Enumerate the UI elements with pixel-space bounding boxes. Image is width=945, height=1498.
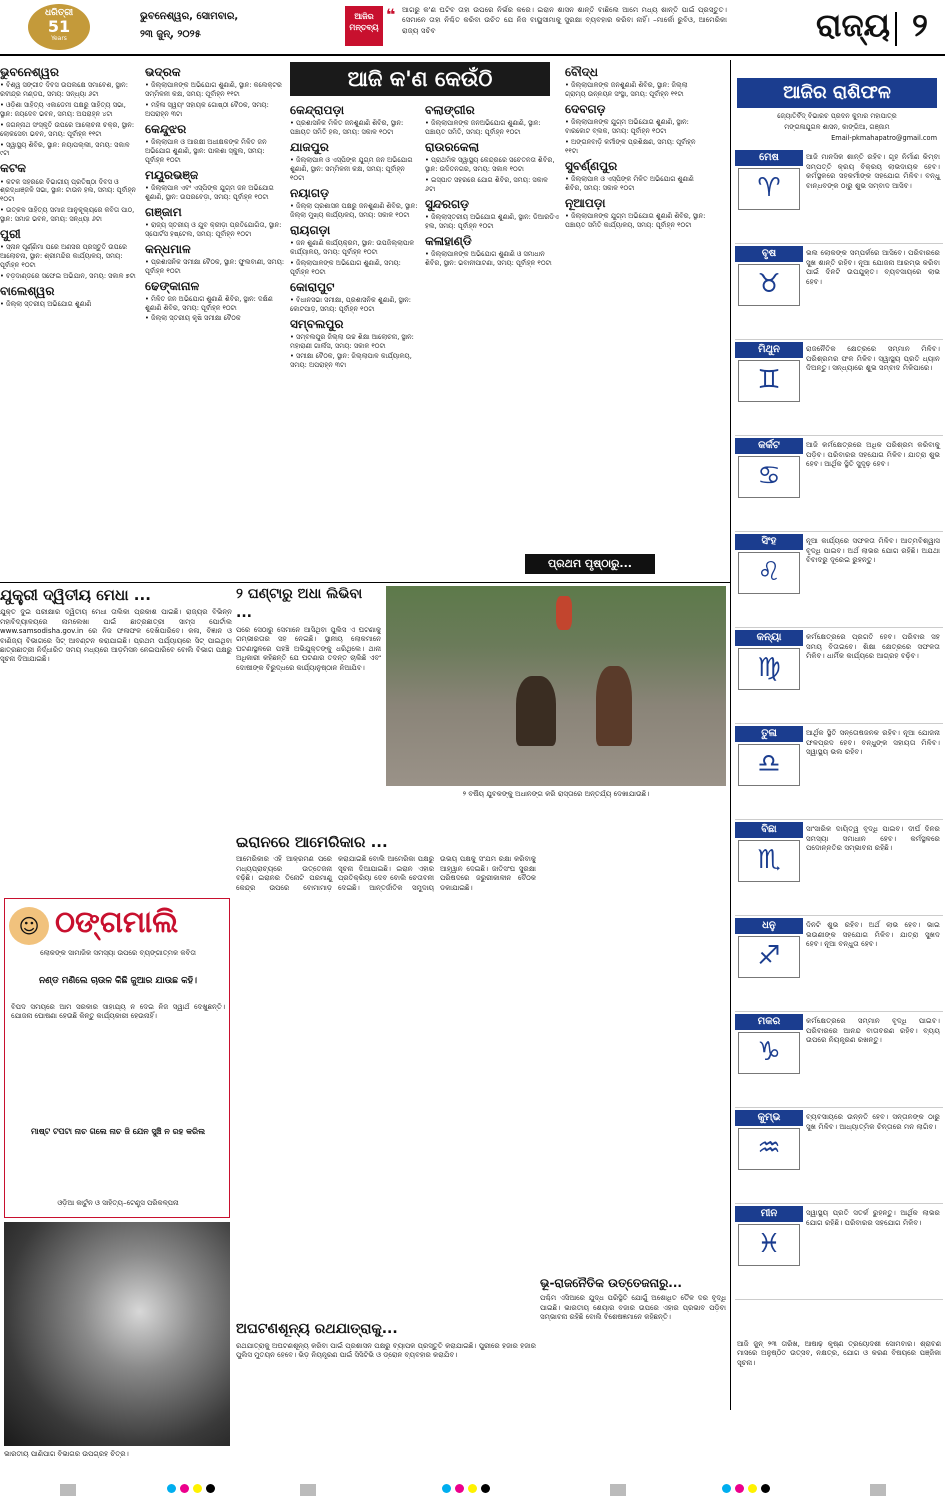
zodiac-icon: ♍	[738, 648, 800, 690]
district-heading: ଦେବଗଡ଼	[565, 101, 606, 116]
district-heading: ଗଞ୍ଜାମ	[145, 204, 182, 219]
events-column-4	[425, 100, 560, 540]
photo-figure-2	[596, 666, 632, 746]
rashi-entry	[735, 1012, 943, 1108]
rashi-prediction: ନୂଆ କାର୍ଯ୍ୟରେ ସଫଳତା ମିଳିବ। ଆତ୍ମବିଶ୍ୱାସ ବୃଦ୍ଧି ପାଇବ। ଅର୍ଥ ଲାଭର ଯୋଗ ରହିଛି। ଅଯଥା ବିବାଦରୁ ଦୂରେଇ ରୁହନ୍ତୁ।	[806, 536, 940, 565]
rashi-name: ମିଥୁନ	[735, 342, 803, 358]
event-item: • ଜିଲ୍ଲାପାଳଙ୍କ ଅଭିଯୋଗ ଶୁଣାଣି, ସମୟ: ପୂର୍ବାହ୍ନ ୧୦ଟା	[290, 258, 401, 276]
events-column-5	[565, 62, 710, 577]
zodiac-icon: ♐	[738, 936, 800, 978]
color-reg-marks-2	[440, 1484, 500, 1496]
rashi-name: ମୀନ	[735, 1206, 803, 1222]
masthead	[0, 0, 945, 56]
cartoon-body: ବିପଦ ସମୟରେ ଆମ ସରକାର ସାହାଯ୍ୟ ନ ଦେଇ ନିଜ ସ୍ୱାର୍ଥ ଦେଖୁଛନ୍ତି। ଯୋଜନା ଘୋଷଣା ହେଉଛି କିନ୍ତୁ କାର୍ଯ୍ୟକାରୀ ହେଉନାହିଁ।	[11, 1003, 225, 1021]
quote-badge	[345, 6, 383, 46]
aji-ken-section	[0, 60, 730, 580]
anniversary-sub: Years	[51, 35, 67, 43]
district-heading: ରାୟଗଡ଼ା	[290, 222, 331, 237]
rashi-entry	[735, 244, 943, 340]
story-plus-two-title: ଯୁକ୍ତ୍ରୀ ଦ୍ୱିତୀୟ ମେଧା ...	[0, 586, 151, 604]
event-item: • ସମୀକ୍ଷା ବୈଠକ, ସ୍ଥାନ: ଜିଲ୍ଲାପାଳ କାର୍ଯ୍ୟାଳୟ, ସମୟ: ଅପରାହ୍ନ ୩ଟା	[290, 352, 412, 370]
event-item: • ଜିଲ୍ଲାପାଳଙ୍କ ଜନଶୁଣାଣି ଶିବିର, ସ୍ଥାନ: ଜିଲ୍ଲା ଗ୍ରାମ୍ୟ ଉନ୍ନୟନ ସଂସ୍ଥା, ସମୟ: ପୂର୍ବାହ୍ନ ୧୧ଟା	[565, 81, 688, 99]
rashi-name: ବିଛା	[735, 822, 803, 838]
quote-mark-icon: ❝	[386, 5, 396, 18]
event-item: • ପ୍ରଶାସନିକ ସମୀକ୍ଷା ବୈଠକ, ସ୍ଥାନ: ଫୁଲବାଣୀ, ସମୟ: ପୂର୍ବାହ୍ନ ୧୦ଟା	[145, 257, 285, 275]
district-heading: କେନ୍ଦ୍ରାପଡ଼ା	[290, 103, 345, 117]
print-marks	[0, 1482, 945, 1498]
rashi-prediction: ଆଜି କର୍ମକ୍ଷେତ୍ରରେ ଅଧିକ ପରିଶ୍ରମ କରିବାକୁ ପଡ଼ିବ। ପରିବାରର ସହଯୋଗ ମିଳିବ। ଯାତ୍ରା ଶୁଭ ହେବ। ଆର୍ଥିକ ସ୍ଥିତି ସୁଦୃଢ଼ ହେବ।	[806, 440, 940, 469]
rashi-prediction: ଦିନଟି ଶୁଭ ରହିବ। ଅର୍ଥ ଲାଭ ହେବ। ଭାଇ ଭଉଣୀଙ୍କ ସହଯୋଗ ମିଳିବ। ଯାତ୍ରା ସୁଖଦ ହେବ। ନୂଆ ବନ୍ଧୁତା ହେବ।	[806, 920, 940, 949]
rashi-name: କନ୍ୟା	[735, 630, 803, 646]
dateline-place: ଭୁବନେଶ୍ୱର, ସୋମବାର,	[140, 11, 239, 22]
panjika-text: ଆଜି ଜୁନ୍ ୨୩ ତାରିଖ, ଆଷାଢ଼ କୃଷ୍ଣ ତ୍ରୟୋଦଶୀ ସୋମବାର। ଶ୍ରାବଣ ମାସରେ ଅନୁଷ୍ଠିତ ଉତ୍ସବ, ନକ୍ଷତ୍ର, ଯୋଗ ଓ କରଣ ବିଷୟରେ ପଞ୍ଜିକା ସୂଚନା।	[737, 1340, 941, 1367]
district-heading: ଢେଙ୍କାନାଳ	[145, 278, 200, 293]
rashi-prediction: ସାଂସାରିକ ଦାୟିତ୍ୱ ବୃଦ୍ଧି ପାଇବ। ଦୀର୍ଘ ଦିନର ସମସ୍ୟା ସମାଧାନ ହେବ। କର୍ମସ୍ଥଳରେ ପଦୋନ୍ନତିର ସମ୍ଭାବନା ରହିଛି।	[806, 824, 940, 853]
news-photo	[386, 586, 726, 786]
district-heading: କେନ୍ଦୁଝର	[145, 121, 187, 136]
zodiac-icon: ♉	[738, 264, 800, 306]
story-iran-body: ଆମେରିକାର ଏହି ଆକ୍ରମଣ ପରେ ମଧ୍ୟପ୍ରାଚ୍ୟରେ ଉତ୍ତେଜନା ବଢ଼ିଛି। ଇରାନର ତିନୋଟି ପରମାଣୁ କେନ୍ଦ୍ର ଉପରେ ବୋମାମାଡ଼ କରାଯାଇଛି ବୋଲି ଆମେରିକା ପକ୍ଷରୁ ସୂଚନା ଦିଆଯାଇଛି। ଇରାନ ଏହାର ପ୍ରତିକ୍ରିୟା ଦେବ ବୋଲି ଚେତାବନୀ ଦେଇଛି। ଆନ୍ତର୍ଜାତିକ ସମୁଦାୟ ଉଭୟ ପକ୍ଷକୁ ସଂଯମ ରକ୍ଷା କରିବାକୁ ଆହ୍ୱାନ ଦେଇଛି। ଜାତିସଂଘ ସୁରକ୍ଷା ପରିଷଦରେ ଜରୁରୀକାଳୀନ ବୈଠକ ଡକାଯାଇଛି।	[236, 855, 536, 892]
grey-mark-4	[870, 1484, 886, 1496]
rashi-entry	[735, 532, 943, 628]
rashi-name: ମେଷ	[735, 150, 803, 166]
district-heading: କନ୍ଧମାଳ	[145, 241, 191, 256]
rashi-name: କର୍କଟ	[735, 438, 803, 454]
district-heading: ବଲାଙ୍ଗୀର	[425, 103, 475, 117]
dateline	[140, 10, 280, 50]
event-item: • ଜିଲ୍ଲାପାଳଙ୍କ ଯୁଗ୍ମ ଅଭିଯୋଗ ଶୁଣାଣି ଶିବିର, ସ୍ଥାନ: ପଞ୍ଚାୟତ ସମିତି କାର୍ଯ୍ୟାଳୟ, ସମୟ: ପୂର୍ବାହ୍ନ ୧୦ଟା	[565, 211, 706, 229]
cartoon-title: ଠଙ୍ଗମାଲି	[55, 905, 179, 940]
zodiac-icon: ♑	[738, 1032, 800, 1074]
story-plus-two	[0, 585, 232, 895]
event-item: • ଜିଲ୍ଲାପାଳ ଓ ଆରକ୍ଷୀ ଅଧୀକ୍ଷକଙ୍କ ମିଳିତ ଜନ ଅଭିଯୋଗ ଶୁଣାଣି, ସ୍ଥାନ: ପାଲଶା ସ୍କୁଲ, ସମୟ: ପୂର୍ବାହ୍ନ ୧୦ଟା	[145, 137, 267, 164]
rashifal-section	[730, 60, 945, 1410]
district-heading: କଟକ	[0, 161, 27, 176]
anniversary-label: ଧରିତ୍ରୀ	[44, 8, 74, 18]
story-geo-title: ଭୂ-ରାଜନୈତିକ ଉତ୍ତେଜନାରୁ...	[540, 1276, 682, 1290]
rashi-prediction: ସ୍ୱାସ୍ଥ୍ୟ ପ୍ରତି ସତର୍କ ରୁହନ୍ତୁ। ଆର୍ଥିକ ଲାଭର ଯୋଗ ରହିଛି। ପରିବାରର ସହଯୋଗ ମିଳିବ।	[806, 1208, 940, 1227]
story-plus-two-body: ଯୁକ୍ତ ଦୁଇ ପରୀକ୍ଷାର ଦ୍ୱିତୀୟ ମେଧା ତାଲିକା ପ୍ରକାଶ ପାଇଛି। ରାଜ୍ୟର ବିଭିନ୍ନ ମହାବିଦ୍ୟାଳୟରେ ନାମଲେଖା ପାଇଁ ଛାତ୍ରଛାତ୍ରୀ ସାମ୍ସ ପୋର୍ଟାଲ www.samsodisha.gov.in ରେ ନିଜ ଫଳାଫଳ ଦେଖିପାରିବେ। କଳା, ବିଜ୍ଞାନ ଓ ବାଣିଜ୍ୟ ବିଭାଗରେ ସିଟ୍ ଆବଣ୍ଟନ କରାଯାଇଛି। ପ୍ରଥମ ପର୍ଯ୍ୟାୟରେ ସିଟ୍ ପାଇଥିବା ଛାତ୍ରଛାତ୍ରୀ ନିର୍ଦ୍ଧାରିତ ସମୟ ମଧ୍ୟରେ ଆଡ଼ମିସନ ନେଇପାରିବେ ବୋଲି ବିଭାଗ ପକ୍ଷରୁ ସୂଚନା ଦିଆଯାଇଛି।	[0, 608, 232, 664]
dateline-date: ୨୩ ଜୁନ୍, ୨୦୨୫	[140, 28, 201, 40]
rashi-name: ସିଂହ	[735, 534, 803, 550]
event-item: • ଅଙ୍ଗନବାଡ଼ି କର୍ମୀଙ୍କ ପ୍ରଶିକ୍ଷଣ, ସମୟ: ପୂର୍ବାହ୍ନ ୧୧ଟା	[565, 137, 696, 155]
event-item: • ବଡ଼ଦାଣ୍ଡରେ ସଫେଇ ଅଭିଯାନ, ସମୟ: ସକାଳ ୭ଟା	[0, 271, 136, 280]
rashi-prediction: କର୍ମକ୍ଷେତ୍ରରେ ପ୍ରଗତି ହେବ। ପରିବାର ସହ ସମୟ ବିତାଇବେ। ଶିକ୍ଷା କ୍ଷେତ୍ରରେ ସଫଳତା ମିଳିବ। ଧାର୍ମିକ କାର୍ଯ୍ୟରେ ଆଗ୍ରହ ବଢ଼ିବ।	[806, 632, 940, 661]
quote-text: ଆଗରୁ କ'ଣ ଘଟିବ ତାହା ଉପରେ ନିର୍ଭର କରେ। ଇରାନ ଶାସନ ଶାନ୍ତି ବାଛିଲେ ଆମେ ମଧ୍ୟ ଶାନ୍ତି ପାଇଁ ପ୍ରସ୍ତୁତ। ସେମାନେ ତାହା ନିଶ୍ଚିତ କରିବା ଉଚିତ ଯେ ନିଜ ବାୟୁସୀମାକୁ ସୁରକ୍ଷା ବ୍ୟବହାର କରିବା ନାହିଁ। –ମାର୍କୋ ରୁବିଓ, ଆମେରିକା ରାଜ୍ୟ ସଚିବ	[402, 5, 727, 35]
event-item: • ଜିଲ୍ଲାପାଳ ଓ ଏସ୍‌ପିଙ୍କ ମିଳିତ ଅଭିଯୋଗ ଶୁଣାଣି ଶିବିର, ସମୟ: ସକାଳ ୧୦ଟା	[565, 174, 694, 192]
story-iran-title: ଇରାନରେ ଆମେରିକାର ...	[236, 833, 388, 851]
event-item: • ଇସ୍ପାତ ସହରରେ ଯୋଗ ଶିବିର, ସମୟ: ସକାଳ ୬ଟା	[425, 175, 548, 193]
cartoon-credit: ଓଡ଼ିଆ କାର୍ଟୁନ ଓ ସାହିତ୍ୟ–ଟେଣ୍ଟ୍ସ ପରିକଳ୍ପନା	[57, 1199, 179, 1207]
event-item: • ସମ୍ବଲପୁର ଜିଲ୍ଲା ଉଚ୍ଚ ଶିକ୍ଷା ଆଲୋଚନା, ସ୍ଥାନ: ମହାରାଣୀ ଗାର୍ଲସ, ସମୟ: ସକାଳ ୧୦ଟା	[290, 332, 414, 350]
zodiac-icon: ♓	[738, 1224, 800, 1266]
event-item: • ପ୍ରଶାସନିକ ମିଳିତ ଜନଶୁଣାଣି ଶିବିର, ସ୍ଥାନ: ପଞ୍ଚାୟତ ସମିତି ହଲ, ସମୟ: ସକାଳ ୧୦ଟା	[290, 119, 404, 137]
photo-caption: ୨ ବର୍ଷିୟ ଯୁବକଙ୍କୁ ଅଧାନଙ୍ଗ କରି ରାସ୍ତାରେ ଅନ୍ତର୍ଯ୍ୟ ଦେଖାଯାଉଛି।	[462, 790, 650, 798]
quote-badge-bottom: ମନ୍ତବ୍ୟ	[349, 22, 379, 32]
rashi-list	[735, 148, 943, 1332]
rashi-entry	[735, 820, 943, 916]
astrologer-email[interactable]: Email-pkmahapatro@gmail.com	[831, 134, 937, 142]
event-item: • ଜିଲ୍ଲା ପ୍ରଶାସନ ପକ୍ଷରୁ ଜନଶୁଣାଣି ଶିବିର, ସ୍ଥାନ: ଜିଲ୍ଲା ମୁଖ୍ୟ କାର୍ଯ୍ୟାଳୟ, ସମୟ: ସକାଳ ୧୦ଟା	[290, 202, 418, 219]
event-item: • କଟକ ସହରରେ ବିଭାଗୀୟ ପ୍ରତିଷ୍ଠା ଦିବସ ଓ ଶ୍ରଦ୍ଧାଞ୍ଜଳି ସଭା, ସ୍ଥାନ: ଟାଉନ ହଲ, ସମୟ: ପୂର୍ବାହ୍ନ ୧୦ଟା	[0, 177, 136, 204]
cartoon-icon: ☺	[9, 907, 49, 945]
event-item: • ଜିଲ୍ଲାପାଳ ଏବଂ ଏସ୍‌ପିଙ୍କ ଯୁଗ୍ମ ଜନ ଅଭିଯୋଗ ଶୁଣାଣି, ସ୍ଥାନ: ଉପରବେଡ଼ା, ସମୟ: ପୂର୍ବାହ୍ନ ୧୦ଟା	[145, 183, 274, 201]
zodiac-icon: ♎	[738, 744, 800, 786]
rashi-prediction: ଭଲ ଲୋକଙ୍କ ସମ୍ପର୍କରେ ଆସିବେ। ପରିବାରରେ ସୁଖ ଶାନ୍ତି ରହିବ। ନୂଆ ଯୋଜନା ଆରମ୍ଭ କରିବା ପାଇଁ ଦିନଟି ଉପଯୁକ୍ତ। ବ୍ୟବସାୟରେ ଲାଭ ହେବ।	[806, 248, 940, 287]
event-item: • ଓଡ଼ିଶା ସାହିତ୍ୟ ଏକାଡେମୀ ପକ୍ଷରୁ ସାହିତ୍ୟ ସଭା, ସ୍ଥାନ: ଜୟଦେବ ଭବନ, ସମୟ: ଅପରାହ୍ନ ୪ଟା	[0, 100, 126, 118]
events-column-3	[290, 100, 420, 577]
event-item: • ଜିଲ୍ଲାପାଳଙ୍କ ଯୁଗ୍ମ ଅଭିଯୋଗ ଶୁଣାଣି, ସ୍ଥାନ: ବାରକୋଟ ବ୍ଲକ, ସମୟ: ପୂର୍ବାହ୍ନ ୧୦ଟା	[565, 118, 689, 136]
aji-ken-title: ଆଜି କ'ଣ କେଉଁଠି	[290, 62, 550, 96]
district-heading: ଯାଜପୁର	[290, 139, 329, 154]
photo-figure-3	[556, 596, 572, 630]
rashi-prediction: ଆଜି ମାନସିକ ଶାନ୍ତି ରହିବ। ଗୃହ ନିର୍ମାଣ କିମ୍ବା ସମ୍ପତ୍ତି କ୍ରୟ ବିକ୍ରୟ ଲାଭଦାୟକ ହେବ। କର୍ମସ୍ଥଳରେ ସହକର୍ମୀଙ୍କ ସହଯୋଗ ମିଳିବ। ବନ୍ଧୁ ବାନ୍ଧବଙ୍କ ଠାରୁ ଶୁଭ ସମ୍ବାଦ ଆସିବ।	[806, 152, 940, 191]
district-heading: ସମ୍ବଲପୁର	[290, 316, 344, 331]
satellite-map	[4, 1222, 230, 1446]
event-item: • ଜିଲ୍ଲାପାଳଙ୍କ ଅଭିଯୋଗ ଶୁଣାଣି, ସ୍ଥାନ: କଲେକ୍ଟର ସମ୍ମିଳନୀ କକ୍ଷ, ସମୟ: ପୂର୍ବାହ୍ନ ୧୧ଟା	[145, 81, 282, 99]
weather-caption: ଭାରତୀୟ ପାଣିପାଗ ବିଭାଗର ଉପଗ୍ରହ ଚିତ୍ର।	[4, 1450, 129, 1458]
rashi-entry	[735, 916, 943, 1012]
event-item: • ମିଳିତ ଜନ ଅଭିଯୋଗ ଶୁଣାଣି ଶିବିର, ସ୍ଥାନ: ଦକ୍ଷିଣ ଶୁଣାଣି ଶିବିର, ସମୟ: ପୂର୍ବାହ୍ନ ୧୦ଟା	[145, 294, 273, 312]
anniversary-number: 51	[47, 17, 71, 37]
rashi-name: ବୃଷ	[735, 246, 803, 262]
rashi-entry	[735, 724, 943, 820]
rashi-name: କୁମ୍ଭ	[735, 1110, 803, 1126]
thangamali-box	[4, 898, 230, 1218]
event-item: • ଜିଲ୍ଲାସ୍ତରୀୟ ଅଭିଯୋଗ ଶୁଣାଣି, ସ୍ଥାନ: ଡିଆରଡିଏ ହଲ, ସମୟ: ପୂର୍ବାହ୍ନ ୧୦ଟା	[425, 212, 559, 230]
district-heading: କଳାହାଣ୍ଡି	[425, 233, 472, 248]
zodiac-icon: ♒	[738, 1128, 800, 1170]
event-item: • ଜିଲ୍ଲାପାଳଙ୍କ ଅଭିଯୋଗ ଶୁଣାଣି ଓ ସମାଧାନ ଶିବିର, ସ୍ଥାନ: ଭବାନୀପାଟଣା, ସମୟ: ପୂର୍ବାହ୍ନ ୧୦ଟା	[425, 249, 552, 267]
astrologer-address: ମଙ୍ଗଳାଯୁଗଳ ଶାସନ, କାଙ୍ଗିଆ, ଗଞ୍ଜାମ	[784, 123, 890, 131]
color-reg-marks-3	[720, 1484, 780, 1496]
rashi-entry	[735, 148, 943, 244]
district-heading: ମୟୂରଭଞ୍ଜ	[145, 167, 199, 182]
district-heading: ନୟାଗଡ଼	[290, 185, 330, 200]
district-heading: ନୂଆପଡ଼ା	[565, 195, 606, 210]
cartoon-sub-headline: ମାଷ୍ଟ ଟପଟା ନାଚ ଗଲେ ନାଚ ଜି ଯେନ ସୁଞ୍ଚି ନ ରହ କରିଲ	[30, 1127, 206, 1136]
grey-mark-1	[60, 1484, 76, 1496]
anniversary-logo	[28, 4, 90, 50]
event-item: • ଜିଲ୍ଲା ସ୍ତରୀୟ କୃଷି ସମୀକ୍ଷା ବୈଠକ	[145, 314, 241, 323]
district-heading: ରାଉରକେଲା	[425, 139, 480, 154]
section-divider	[0, 582, 730, 583]
page-number: ୨	[912, 6, 928, 44]
district-heading: ସୁବର୍ଣ୍ଣପୁର	[565, 158, 618, 173]
quote-badge-top: ଆଜିର	[354, 12, 374, 21]
district-heading: ଭଦ୍ରକ	[145, 65, 181, 79]
continued-tag: ପ୍ରଥମ ପୃଷ୍ଠାରୁ...	[525, 554, 655, 574]
rashi-name: ତୁଳା	[735, 726, 803, 742]
astrologer-name: ଜ୍ୟୋତିର୍ବିଦ୍ ବିଭାରଚ ପ୍ରଦନ କୁମାର ମହାପାତ୍ର	[777, 112, 897, 120]
grey-mark-2	[300, 1484, 316, 1496]
story-geo-body: ପଶ୍ଚିମ ଏସିଆରେ ଯୁଦ୍ଧ ପରିସ୍ଥିତି ଯୋଗୁଁ ଅଶୋଧିତ ତୈଳ ଦର ବୃଦ୍ଧି ପାଇଛି। ଭାରତୀୟ ଶେୟାର ବଜାର ଉପରେ ଏହାର ପ୍ରଭାବ ପଡ଼ିବା ସମ୍ଭାବନା ରହିଛି ବୋଲି ବିଶେଷଜ୍ଞମାନେ କହିଛନ୍ତି।	[540, 1294, 726, 1322]
zodiac-icon: ♋	[738, 456, 800, 498]
event-item: • ସ୍ୱାସ୍ଥ୍ୟ ଶିବିର, ସ୍ଥାନ: ନୟାପଲ୍ଲୀ, ସମୟ: ସକାଳ ୯ଟା	[0, 140, 130, 158]
rashi-entry	[735, 1108, 943, 1204]
rashi-entry	[735, 628, 943, 724]
story-rathayatra-title: ଅଘଟଣଶୂନ୍ୟ ରଥଯାତ୍ରାକୁ...	[236, 1321, 398, 1337]
story-iran	[236, 832, 536, 1392]
district-heading: କୋରାପୁଟ	[290, 279, 335, 294]
story-rathayatra-body: ରଥଯାତ୍ରାକୁ ଅଘଟଣଶୂନ୍ୟ କରିବା ପାଇଁ ପ୍ରଶାସନ ପକ୍ଷରୁ ବ୍ୟାପକ ପ୍ରସ୍ତୁତି କରାଯାଇଛି। ପୁରୀରେ ହଜାର ହଜାର ପୁଲିସ ମୁତୟନ ହେବେ। ଭିଡ଼ ନିୟନ୍ତ୍ରଣ ପାଇଁ ସିସିଟିଭି ଓ ଡ୍ରୋନ ବ୍ୟବହାର କରାଯିବ।	[236, 1341, 536, 1360]
event-item: • ରାଜ୍ୟ ସ୍ତରୀୟ ଓ ଯୁବ କ୍ରୀଡ଼ା ପ୍ରତିଯୋଗିତା, ସ୍ଥାନ: ସ୍ପୋର୍ଟସ ହଷ୍ଟେଲ, ସମୟ: ପୂର୍ବାହ୍ନ ୧୦ଟା	[145, 220, 282, 238]
cartoon-subtitle: ଲୋକଙ୍କ ସାମାଜିକ ସମସ୍ୟା ଉପରେ ବ୍ୟଙ୍ଗାତ୍ମକ କବିତା	[40, 949, 196, 957]
zodiac-icon: ♈	[738, 168, 800, 210]
story-rathayatra	[236, 1320, 536, 1395]
event-item: • ସ୍ନାନ ପୂର୍ଣ୍ଣିମା ପରେ ଅଣସର ପ୍ରସ୍ତୁତି ଉପରେ ଆଲୋଚନା, ସ୍ଥାନ: ଶ୍ରୀମନ୍ଦିର କାର୍ଯ୍ୟାଳୟ, ସମୟ: ପୂର୍ବାହ୍ନ ୧୦ଟା	[0, 243, 128, 269]
rashi-name: ଧନୁ	[735, 918, 803, 934]
district-heading: ଭୁବନେଶ୍ୱର	[0, 65, 59, 79]
section-name: ରାଜ୍ୟ	[816, 6, 890, 44]
event-item: • ଜିଲ୍ଲା ସ୍ତରୀୟ ଅଭିଯୋଗ ଶୁଣାଣି	[0, 299, 92, 308]
story-two-hours-body: ପରେ ସେଠାରୁ ସେମାନେ ଆସିଥିବା ପୁଲିସ ଏ ଘଟଣାକୁ ଗମ୍ଭୀରତାର ସହ ନେଇଛି। ସ୍ଥାନୀୟ ଲୋକମାନେ ଘଟଣାସ୍ଥଳରେ ପହଞ୍ଚି ଅଭିଯୁକ୍ତଙ୍କୁ ଧରିଥିଲେ। ଥାନା ଅଧିକାରୀ କହିଛନ୍ତି ଯେ ଘଟଣାର ତଦନ୍ତ ଚାଲିଛି ଏବଂ ଦୋଷୀଙ୍କ ବିରୁଦ୍ଧରେ କାର୍ଯ୍ୟାନୁଷ୍ଠାନ ନିଆଯିବ।	[236, 625, 381, 672]
event-item: • ଜଗନ୍ନାଥ ସଂସ୍କୃତି ଉପରେ ଆଲୋଚନା ଚକ୍ର, ସ୍ଥାନ: ଲୋକସେବା ଭବନ, ସମୟ: ପୂର୍ବାହ୍ନ ୧୧ଟା	[0, 120, 135, 138]
rashi-prediction: କର୍ମକ୍ଷେତ୍ରରେ ସମ୍ମାନ ବୃଦ୍ଧି ପାଇବ। ପରିବାରରେ ଆନନ୍ଦ ବାତାବରଣ ରହିବ। ବ୍ୟୟ ଉପରେ ନିୟନ୍ତ୍ରଣ ରଖନ୍ତୁ।	[806, 1016, 940, 1045]
district-heading: ପୁରୀ	[0, 226, 21, 241]
event-item: • ଜନ ଶୁଣାଣି କାର୍ଯ୍ୟକ୍ରମ, ସ୍ଥାନ: ଉପଜିଲ୍ଲାପାଳ କାର୍ଯ୍ୟାଳୟ, ସମୟ: ପୂର୍ବାହ୍ନ ୧୦ଟା	[290, 238, 415, 256]
rashi-prediction: ଆର୍ଥିକ ସ୍ଥିତି ସନ୍ତୋଷଜନକ ରହିବ। ନୂଆ ଯୋଜନା ଫଳପ୍ରଦ ହେବ। ବନ୍ଧୁଙ୍କ ସହାୟତା ମିଳିବ। ସ୍ୱାସ୍ଥ୍ୟ ଭଲ ରହିବ।	[806, 728, 940, 757]
header-divider	[895, 12, 897, 46]
color-reg-marks-1	[165, 1484, 225, 1496]
event-item: • ପ୍ରାଥମିକ ସ୍ୱାସ୍ଥ୍ୟ କେନ୍ଦ୍ରରେ ସଚେତନତା ଶିବିର, ସ୍ଥାନ: ଉଦିତନଗର, ସମୟ: ସକାଳ ୧୦ଟା	[425, 156, 555, 174]
rashi-entry	[735, 1204, 943, 1300]
rashi-entry	[735, 340, 943, 436]
rashi-prediction: ରାଜନୈତିକ କ୍ଷେତ୍ରରେ ସମ୍ମାନ ମିଳିବ। ପରିଶ୍ରମର ଫଳ ମିଳିବ। ସ୍ୱାସ୍ଥ୍ୟ ପ୍ରତି ଧ୍ୟାନ ଦିଅନ୍ତୁ। ସନ୍ଧ୍ୟାରେ ଶୁଭ ସମ୍ବାଦ ମିଳିପାରେ।	[806, 344, 940, 373]
event-item: • ଜିଲ୍ଲାପାଳ ଓ ଏସ୍‌ପିଙ୍କ ଯୁଗ୍ମ ଜନ ଅଭିଯୋଗ ଶୁଣାଣି, ସ୍ଥାନ: ସମ୍ମିଳନୀ କକ୍ଷ, ସମୟ: ପୂର୍ବାହ୍ନ ୧୦ଟା	[290, 156, 413, 182]
rashifal-title: ଆଜିର ରାଶିଫଳ	[737, 78, 937, 108]
events-column-1	[0, 62, 140, 577]
story-geo	[540, 1275, 726, 1390]
rashi-name: ମକର	[735, 1014, 803, 1030]
event-item: • ଜିଲ୍ଲାପାଳଙ୍କ ଜନଅଭିଯୋଗ ଶୁଣାଣି, ସ୍ଥାନ: ପଞ୍ଚାୟତ ସମିତି, ସମୟ: ପୂର୍ବାହ୍ନ ୧୦ଟା	[425, 119, 541, 137]
events-column-2	[145, 62, 285, 577]
cartoon-headline: ନଣ୍ଡ ମଣିଲେ ଚାଉଳ କିଛି ଜୁଆର ଯାଉଛ କହି।	[38, 976, 198, 986]
grey-mark-3	[610, 1484, 626, 1496]
event-item: • ଉତ୍କଳ ସାହିତ୍ୟ ସମାଜ ଆନୁକୂଲ୍ୟରେ କବିତା ପାଠ, ସ୍ଥାନ: ସମାଜ ଭବନ, ସମୟ: ସନ୍ଧ୍ୟା ୬ଟା	[0, 206, 135, 224]
zodiac-icon: ♌	[738, 552, 800, 594]
zodiac-icon: ♊	[738, 360, 800, 402]
event-item: • ମହିଳା ସ୍ୱୟଂ ସହାୟକ ଗୋଷ୍ଠୀ ବୈଠକ, ସମୟ: ଅପରାହ୍ନ ୩ଟା	[145, 100, 269, 118]
photo-figure-1	[516, 676, 556, 746]
rashi-prediction: ବ୍ୟବସାୟରେ ଉନ୍ନତି ହେବ। ସନ୍ତାନଙ୍କ ଠାରୁ ସୁଖ ମିଳିବ। ଆଧ୍ୟାତ୍ମିକ ଚିନ୍ତାରେ ମନ ଲାଗିବ।	[806, 1112, 940, 1131]
district-heading: ବୌଦ୍ଧ	[565, 65, 598, 79]
story-two-hours	[236, 585, 381, 830]
district-heading: ସୁନ୍ଦରଗଡ଼	[425, 196, 470, 211]
rashi-entry	[735, 436, 943, 532]
district-heading: ବାଲେଶ୍ୱର	[0, 283, 55, 298]
story-two-hours-title: ୨ ଘଣ୍ଟାରୁ ଅଧା ଲିଭିବା ...	[236, 586, 363, 621]
event-item: • ବିଧାନସଭା ସମୀକ୍ଷା, ପ୍ରଶାସନିକ ଶୁଣାଣି, ସ୍ଥାନ: କୋଟପାଡ଼, ସମୟ: ପୂର୍ବାହ୍ନ ୧୦ଟା	[290, 295, 411, 313]
event-item: • ବିଶ୍ୱ ସଙ୍ଗୀତ ଦିବସ ଉପଲକ୍ଷେ ସମାବେଶ, ସ୍ଥାନ: ରବୀନ୍ଦ୍ର ମଣ୍ଡପ, ସମୟ: ସନ୍ଧ୍ୟା ୬ଟା	[0, 81, 128, 99]
zodiac-icon: ♏	[738, 840, 800, 882]
